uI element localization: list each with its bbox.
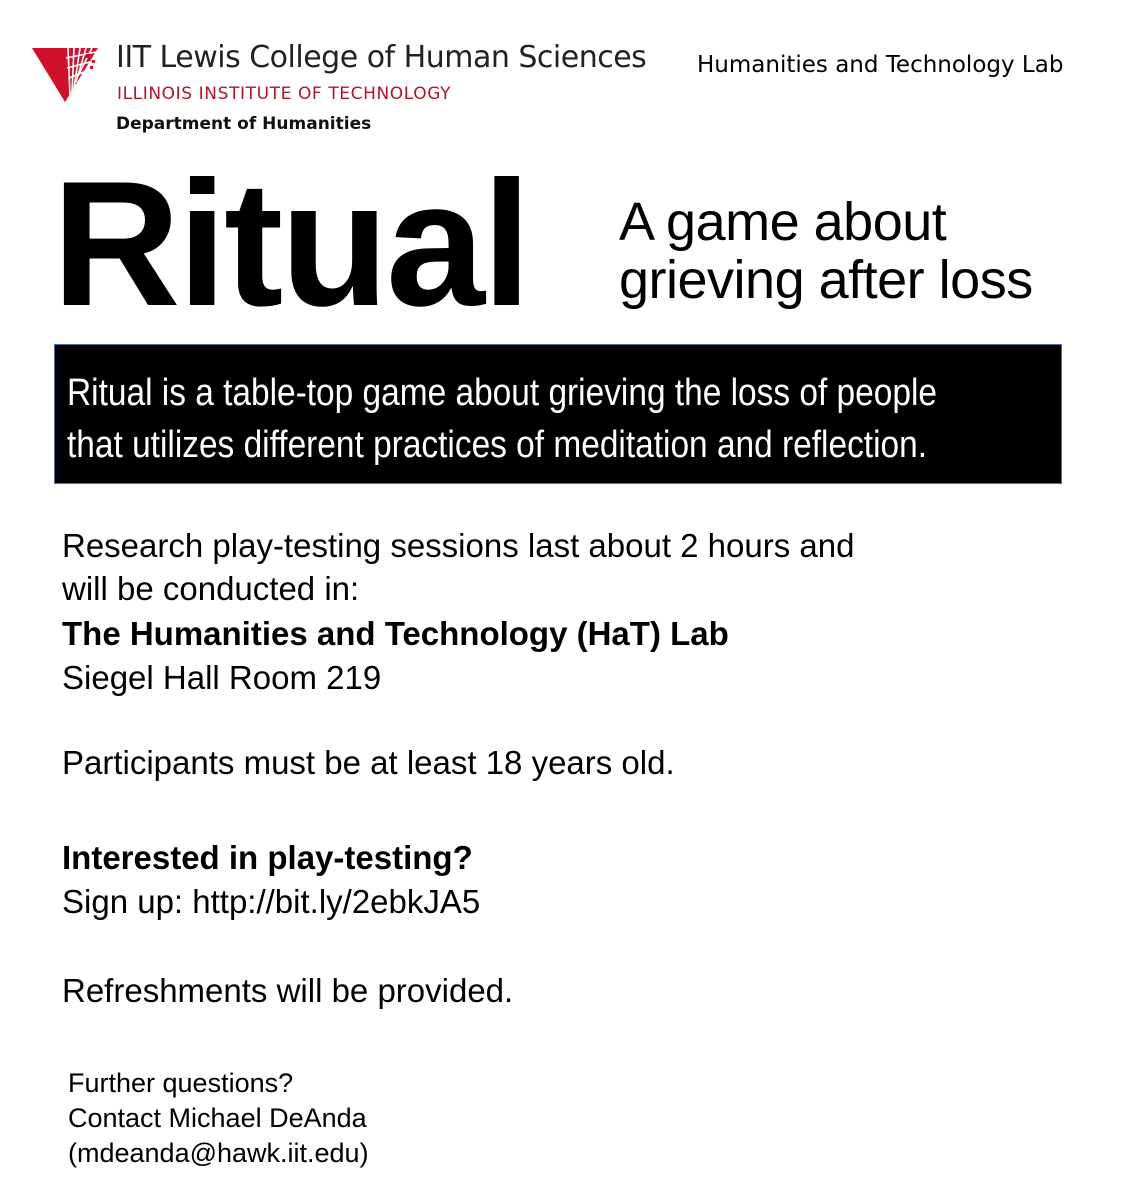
tagline-line: A game about bbox=[619, 192, 947, 252]
interest-question: Interested in play-testing? bbox=[62, 839, 473, 876]
refreshments-note: Refreshments will be provided. bbox=[62, 972, 514, 1009]
sessions-text: will be conducted in: bbox=[62, 570, 360, 607]
age-requirement: Participants must be at least 18 years old. bbox=[62, 744, 675, 781]
signup-link[interactable]: Sign up: http://bit.ly/2ebkJA5 bbox=[62, 883, 481, 920]
sessions-text: Research play-testing sessions last about 2 hours and bbox=[62, 527, 855, 564]
iit-logo-icon bbox=[30, 44, 100, 104]
department-name: Department of Humanities bbox=[116, 114, 372, 134]
contact-question: Further questions? bbox=[68, 1068, 294, 1098]
description-line: that utilizes different practices of meditation and reflection. bbox=[67, 424, 928, 466]
tagline-line: grieving after loss bbox=[619, 250, 1033, 310]
college-name: IIT Lewis College of Human Sciences bbox=[116, 40, 647, 75]
lab-name: Humanities and Technology Lab bbox=[697, 52, 1064, 78]
institute-name: ILLINOIS INSTITUTE OF TECHNOLOGY bbox=[117, 84, 452, 104]
game-title: Ritual bbox=[52, 144, 529, 343]
description-line: Ritual is a table-top game about grieving the loss of people bbox=[67, 372, 937, 414]
description-box bbox=[54, 344, 1062, 484]
location-room: Siegel Hall Room 219 bbox=[62, 659, 382, 696]
location-name: The Humanities and Technology (HaT) Lab bbox=[62, 615, 729, 652]
contact-email[interactable]: (mdeanda@hawk.iit.edu) bbox=[68, 1138, 369, 1168]
game-tagline bbox=[619, 193, 1099, 309]
contact-name: Contact Michael DeAnda bbox=[68, 1103, 367, 1133]
